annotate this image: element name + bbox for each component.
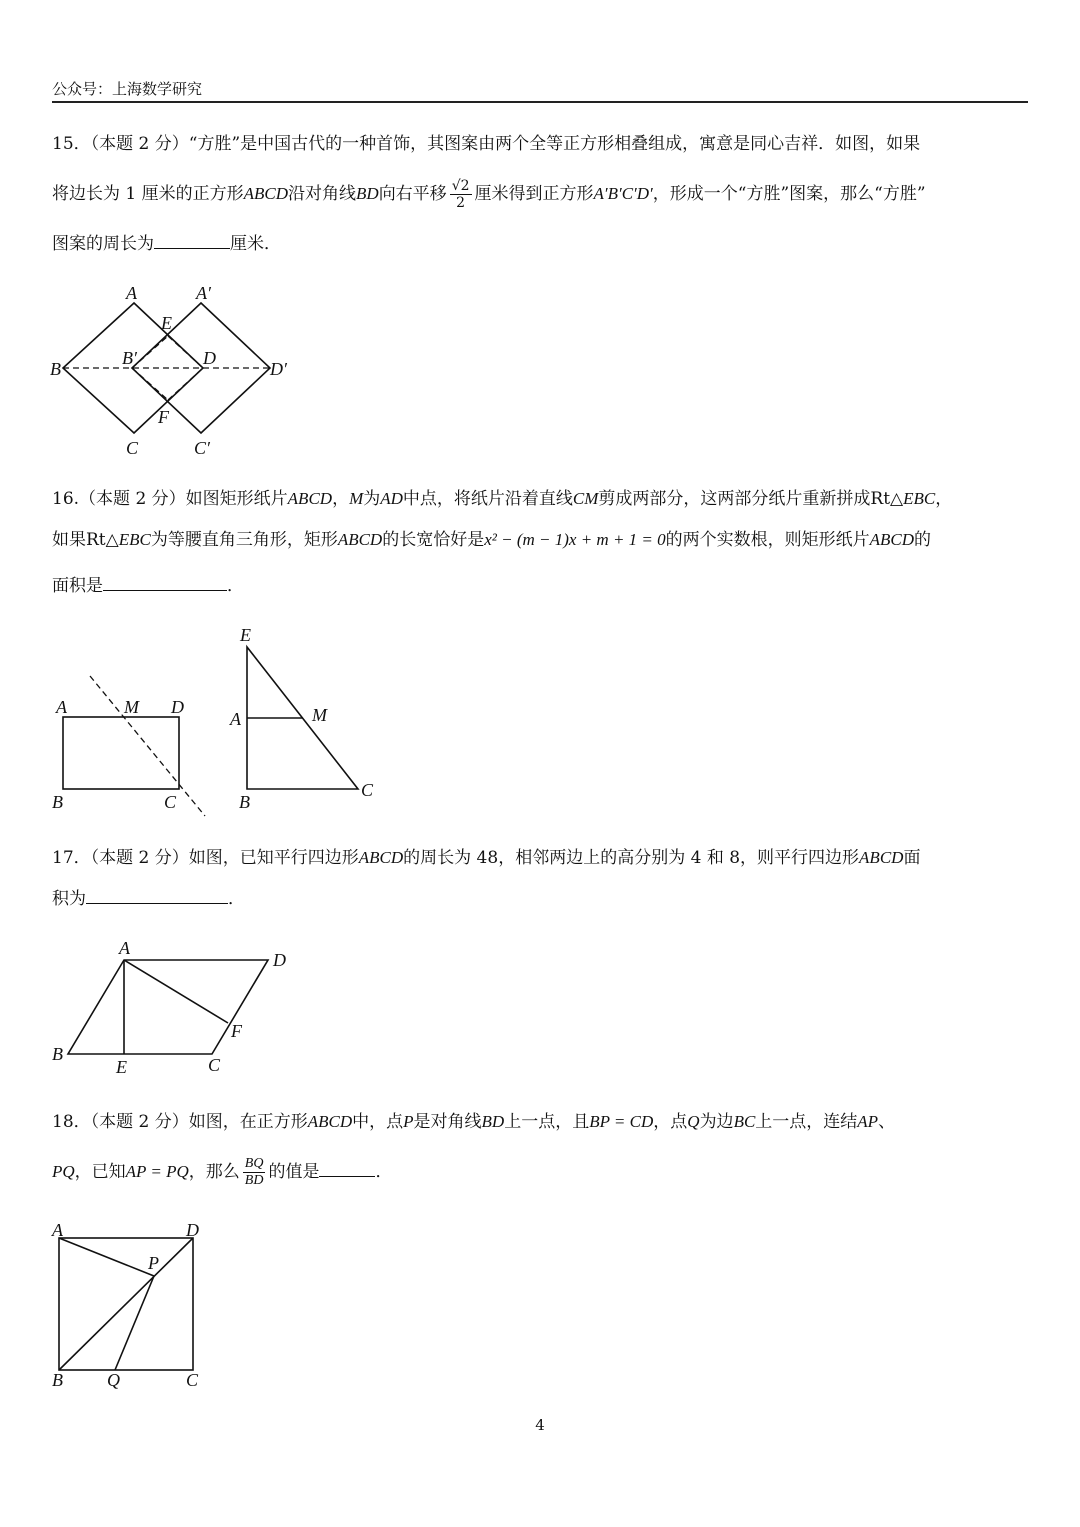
q18-text: ，那么: [188, 1162, 240, 1182]
q15-frac-num: √2: [451, 178, 470, 194]
q18-frac-den: BD: [244, 1173, 264, 1188]
q15-text: ，形成一个“方胜”图案，那么“方胜”: [652, 184, 926, 204]
q16-text: ．: [227, 576, 244, 596]
diagonal-bd: [59, 1238, 193, 1370]
q16-text: 为等腰直角三角形，矩形: [150, 530, 338, 550]
q18-label-d: D: [186, 1220, 199, 1240]
q15-text: 将边长为 1 厘米的正方形: [52, 184, 244, 204]
q16-text: 的两个实数根，则矩形纸片: [665, 530, 870, 550]
q18-bp-cd: BP = CD: [589, 1112, 654, 1131]
q16-label-c: C: [164, 792, 177, 812]
q16-label-b: B: [52, 792, 63, 812]
q15-label-c: C: [126, 438, 139, 458]
q18-text: 上一点，连结: [755, 1112, 858, 1132]
segment-pq: [115, 1276, 154, 1370]
segment-ap: [59, 1238, 154, 1276]
q16-text: 剪成两部分，这两部分纸片重新拼成: [598, 489, 871, 509]
q18-bc: BC: [733, 1112, 756, 1131]
q16-ebc: EBC: [903, 489, 936, 508]
q15-label-f: F: [158, 407, 169, 427]
q16-equation: x² − (m − 1)x + m + 1 = 0: [484, 530, 666, 549]
q16-label-m: M: [124, 697, 139, 717]
q17-label-e: E: [116, 1057, 127, 1077]
q15-label-e: E: [161, 313, 172, 333]
q16-text: 面积是: [52, 576, 103, 596]
q17-label-d: D: [273, 950, 286, 970]
q17-label-b: B: [52, 1044, 63, 1064]
q16-ad: AD: [380, 489, 403, 508]
q17-text: 17．（本题 2 分）如图，已知平行四边形: [52, 848, 359, 868]
q16-label-e: E: [240, 625, 251, 645]
page-number: 4: [535, 1416, 545, 1434]
q18-abcd: ABCD: [307, 1112, 353, 1131]
q15-label-d: D: [203, 348, 216, 368]
q16-text: ，: [332, 489, 350, 509]
q16-text: 中点，将纸片沿着直线: [402, 489, 573, 509]
q18-text: ．: [375, 1162, 393, 1182]
q17-label-f: F: [231, 1021, 242, 1041]
q16-cm: CM: [572, 489, 599, 508]
q15-label-d-prime: D′: [270, 359, 287, 379]
q16-label-a2: A: [230, 709, 241, 729]
q18-text: 、: [878, 1112, 896, 1132]
q18-text: 为边: [699, 1112, 734, 1132]
q15-label-c-prime: C′: [194, 438, 210, 458]
q16-text: 的长宽恰好是: [382, 530, 485, 550]
q16-label-d: D: [171, 697, 184, 717]
q18-label-a: A: [52, 1220, 63, 1240]
q16-abcd: ABCD: [869, 530, 915, 549]
q18-label-q: Q: [107, 1370, 120, 1390]
q16-rt: Rt△: [86, 530, 119, 550]
q18-ap-pq: AP = PQ: [125, 1162, 189, 1181]
q18-frac-num: BQ: [244, 1156, 264, 1171]
q15-abcd-prime: A′B′C′D′: [593, 184, 653, 203]
q18-label-p: P: [148, 1253, 159, 1273]
q15-text: 向右平移: [378, 184, 447, 204]
page-header: 公众号：上海数学研究: [52, 80, 203, 98]
q18-label-c: C: [186, 1370, 199, 1390]
q17-text: 面: [903, 848, 921, 868]
q18-text: 上一点，且: [504, 1112, 590, 1132]
q16-text: ，: [935, 489, 953, 509]
q17-text: 的周长为 48，相邻两边上的高分别为 4 和 8，则平行四边形: [403, 848, 860, 868]
q17-abcd: ABCD: [859, 848, 904, 867]
q16-label-b2: B: [239, 792, 250, 812]
q16-rt: Rt△: [870, 489, 904, 509]
q18-text: 18．（本题 2 分）如图，在正方形: [52, 1112, 308, 1132]
q16-label-a: A: [56, 697, 67, 717]
q17-text: ．: [228, 889, 245, 909]
q15-label-b-prime: B′: [122, 348, 137, 368]
q18-p: P: [403, 1112, 414, 1131]
q17-label-a: A: [119, 938, 130, 958]
q18-text: 的值是: [268, 1162, 320, 1182]
q16-abcd: ABCD: [287, 489, 333, 508]
q18-ap: AP: [857, 1112, 879, 1131]
q15-frac-den: 2: [456, 195, 466, 211]
q16-label-c2: C: [361, 780, 374, 800]
q18-bd: BD: [481, 1112, 505, 1131]
q16-ebc: EBC: [118, 530, 151, 549]
q16-text: 的: [914, 530, 932, 550]
q15-text: 厘米得到正方形: [474, 184, 594, 204]
q15-label-a: A: [126, 283, 137, 303]
q18-text: ，已知: [74, 1162, 126, 1182]
q15-abcd: ABCD: [243, 184, 289, 203]
q18-text: 是对角线: [413, 1112, 482, 1132]
q16-m: M: [349, 489, 364, 508]
q15-line1: 15．（本题 2 分）“方胜”是中国古代的一种首饰，其图案由两个全等正方形相叠组成，寓意是同心吉祥．如图，如果: [52, 134, 921, 154]
q16-label-m2: M: [312, 705, 327, 725]
q18-text: 中，点: [352, 1112, 404, 1132]
q15-label-a-prime: A′: [196, 283, 211, 303]
q16-abcd: ABCD: [337, 530, 383, 549]
q16-text: 16.（本题 2 分）如图矩形纸片: [52, 489, 288, 509]
q15-text: 图案的周长为: [52, 234, 154, 254]
q15-text: 厘米．: [230, 234, 281, 254]
q15-text: 沿对角线: [288, 184, 357, 204]
q16-text: 为: [363, 489, 381, 509]
q17-text: 积为: [52, 889, 86, 909]
q15-label-b: B: [50, 359, 61, 379]
q18-q: Q: [687, 1112, 700, 1131]
q15-bd: BD: [356, 184, 379, 203]
q16-text: 如果: [52, 530, 86, 550]
q17-abcd: ABCD: [358, 848, 404, 867]
q17-label-c: C: [208, 1055, 221, 1075]
q18-label-b: B: [52, 1370, 63, 1390]
q18-pq: PQ: [52, 1162, 75, 1181]
q18-text: ，点: [653, 1112, 688, 1132]
